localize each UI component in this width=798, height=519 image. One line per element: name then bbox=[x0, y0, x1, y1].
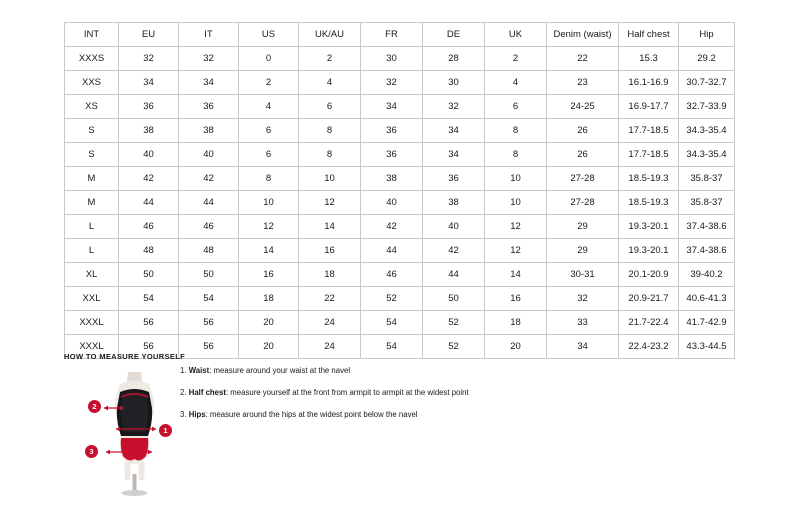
table-row bbox=[65, 239, 735, 263]
cell-de: 30 bbox=[423, 71, 485, 95]
cell-de: 50 bbox=[423, 287, 485, 311]
cell-int: XXXL bbox=[65, 311, 119, 335]
table-row bbox=[65, 167, 735, 191]
cell-fr: 30 bbox=[361, 47, 423, 71]
table-row bbox=[65, 263, 735, 287]
cell-us: 16 bbox=[239, 263, 299, 287]
cell-hip: 34.3-35.4 bbox=[679, 143, 735, 167]
column-header-eu: EU bbox=[119, 23, 179, 47]
cell-uk-au: 8 bbox=[299, 119, 361, 143]
cell-us: 20 bbox=[239, 311, 299, 335]
cell-it: 38 bbox=[179, 119, 239, 143]
cell-it: 44 bbox=[179, 191, 239, 215]
column-header-half-chest: Half chest bbox=[619, 23, 679, 47]
cell-half-chest: 15.3 bbox=[619, 47, 679, 71]
measure-text-waist: : measure around your waist at the navel bbox=[209, 366, 351, 375]
cell-eu: 34 bbox=[119, 71, 179, 95]
cell-fr: 32 bbox=[361, 71, 423, 95]
cell-uk-au: 24 bbox=[299, 311, 361, 335]
cell-half-chest: 19.3-20.1 bbox=[619, 215, 679, 239]
cell-half-chest: 18.5-19.3 bbox=[619, 191, 679, 215]
cell-uk: 14 bbox=[485, 263, 547, 287]
column-header-us: US bbox=[239, 23, 299, 47]
cell-denim-waist: 27-28 bbox=[547, 167, 619, 191]
cell-eu: 54 bbox=[119, 287, 179, 311]
marker-1: 1 bbox=[159, 424, 172, 437]
cell-eu: 40 bbox=[119, 143, 179, 167]
cell-uk-au: 4 bbox=[299, 71, 361, 95]
cell-fr: 54 bbox=[361, 335, 423, 359]
cell-uk: 12 bbox=[485, 239, 547, 263]
measure-instruction-waist bbox=[180, 366, 600, 376]
cell-uk: 10 bbox=[485, 167, 547, 191]
cell-denim-waist: 26 bbox=[547, 143, 619, 167]
table-header bbox=[65, 23, 735, 47]
cell-uk: 18 bbox=[485, 311, 547, 335]
cell-denim-waist: 29 bbox=[547, 239, 619, 263]
cell-it: 46 bbox=[179, 215, 239, 239]
cell-us: 8 bbox=[239, 167, 299, 191]
cell-uk: 4 bbox=[485, 71, 547, 95]
cell-eu: 38 bbox=[119, 119, 179, 143]
cell-denim-waist: 26 bbox=[547, 119, 619, 143]
cell-int: L bbox=[65, 239, 119, 263]
cell-us: 6 bbox=[239, 119, 299, 143]
cell-de: 40 bbox=[423, 215, 485, 239]
cell-eu: 32 bbox=[119, 47, 179, 71]
cell-uk: 6 bbox=[485, 95, 547, 119]
cell-uk: 8 bbox=[485, 119, 547, 143]
cell-de: 34 bbox=[423, 143, 485, 167]
cell-int: S bbox=[65, 143, 119, 167]
measure-instructions bbox=[180, 366, 600, 432]
cell-int: M bbox=[65, 191, 119, 215]
cell-fr: 40 bbox=[361, 191, 423, 215]
cell-int: XS bbox=[65, 95, 119, 119]
cell-us: 4 bbox=[239, 95, 299, 119]
measure-term-waist: Waist bbox=[188, 366, 210, 375]
cell-us: 18 bbox=[239, 287, 299, 311]
column-header-uk-au: UK/AU bbox=[299, 23, 361, 47]
cell-hip: 40.6-41.3 bbox=[679, 287, 735, 311]
column-header-it: IT bbox=[179, 23, 239, 47]
cell-it: 34 bbox=[179, 71, 239, 95]
cell-denim-waist: 22 bbox=[547, 47, 619, 71]
table-row bbox=[65, 143, 735, 167]
cell-eu: 46 bbox=[119, 215, 179, 239]
measure-instruction-half-chest bbox=[180, 388, 600, 398]
cell-eu: 56 bbox=[119, 311, 179, 335]
cell-uk-au: 14 bbox=[299, 215, 361, 239]
cell-fr: 44 bbox=[361, 239, 423, 263]
cell-uk-au: 12 bbox=[299, 191, 361, 215]
cell-eu: 42 bbox=[119, 167, 179, 191]
cell-de: 44 bbox=[423, 263, 485, 287]
cell-uk-au: 24 bbox=[299, 335, 361, 359]
table-row bbox=[65, 71, 735, 95]
column-header-fr: FR bbox=[361, 23, 423, 47]
cell-us: 20 bbox=[239, 335, 299, 359]
measure-term-half-chest: Half chest bbox=[188, 388, 226, 398]
cell-half-chest: 16.1-16.9 bbox=[619, 71, 679, 95]
cell-fr: 34 bbox=[361, 95, 423, 119]
cell-it: 32 bbox=[179, 47, 239, 71]
cell-de: 34 bbox=[423, 119, 485, 143]
cell-de: 42 bbox=[423, 239, 485, 263]
measure-index-2: 2. bbox=[180, 388, 187, 398]
column-header-hip: Hip bbox=[679, 23, 735, 47]
cell-uk-au: 22 bbox=[299, 287, 361, 311]
cell-hip: 43.3-44.5 bbox=[679, 335, 735, 359]
cell-it: 56 bbox=[179, 335, 239, 359]
cell-half-chest: 17.7-18.5 bbox=[619, 143, 679, 167]
column-header-int: INT bbox=[65, 23, 119, 47]
cell-fr: 36 bbox=[361, 119, 423, 143]
cell-int: XXL bbox=[65, 287, 119, 311]
cell-denim-waist: 29 bbox=[547, 215, 619, 239]
cell-eu: 56 bbox=[119, 335, 179, 359]
cell-de: 32 bbox=[423, 95, 485, 119]
cell-uk-au: 8 bbox=[299, 143, 361, 167]
table-row bbox=[65, 95, 735, 119]
cell-half-chest: 20.1-20.9 bbox=[619, 263, 679, 287]
cell-fr: 36 bbox=[361, 143, 423, 167]
cell-int: XXXL bbox=[65, 335, 119, 359]
cell-hip: 37.4-38.6 bbox=[679, 215, 735, 239]
cell-hip: 35.8-37 bbox=[679, 191, 735, 215]
cell-eu: 50 bbox=[119, 263, 179, 287]
cell-fr: 46 bbox=[361, 263, 423, 287]
cell-de: 38 bbox=[423, 191, 485, 215]
cell-fr: 38 bbox=[361, 167, 423, 191]
cell-eu: 44 bbox=[119, 191, 179, 215]
cell-it: 54 bbox=[179, 287, 239, 311]
cell-uk-au: 16 bbox=[299, 239, 361, 263]
cell-denim-waist: 34 bbox=[547, 335, 619, 359]
cell-us: 10 bbox=[239, 191, 299, 215]
table-row bbox=[65, 47, 735, 71]
cell-de: 52 bbox=[423, 335, 485, 359]
cell-uk: 20 bbox=[485, 335, 547, 359]
cell-int: XXXS bbox=[65, 47, 119, 71]
cell-half-chest: 18.5-19.3 bbox=[619, 167, 679, 191]
cell-hip: 39-40.2 bbox=[679, 263, 735, 287]
half-chest-measure-arrow-icon bbox=[104, 406, 124, 411]
cell-denim-waist: 24-25 bbox=[547, 95, 619, 119]
cell-it: 48 bbox=[179, 239, 239, 263]
cell-hip: 35.8-37 bbox=[679, 167, 735, 191]
cell-denim-waist: 23 bbox=[547, 71, 619, 95]
cell-denim-waist: 30-31 bbox=[547, 263, 619, 287]
cell-de: 28 bbox=[423, 47, 485, 71]
cell-hip: 34.3-35.4 bbox=[679, 119, 735, 143]
cell-hip: 30.7-32.7 bbox=[679, 71, 735, 95]
column-header-uk: UK bbox=[485, 23, 547, 47]
cell-de: 36 bbox=[423, 167, 485, 191]
marker-3: 3 bbox=[85, 445, 98, 458]
cell-uk: 12 bbox=[485, 215, 547, 239]
column-header-denim-waist: Denim (waist) bbox=[547, 23, 619, 47]
cell-int: S bbox=[65, 119, 119, 143]
table-row bbox=[65, 119, 735, 143]
measure-text-hips: : measure around the hips at the widest point below the navel bbox=[205, 410, 418, 420]
cell-hip: 37.4-38.6 bbox=[679, 239, 735, 263]
cell-it: 36 bbox=[179, 95, 239, 119]
cell-int: XXS bbox=[65, 71, 119, 95]
column-header-de: DE bbox=[423, 23, 485, 47]
cell-half-chest: 22.4-23.2 bbox=[619, 335, 679, 359]
how-to-measure-title: HOW TO MEASURE YOURSELF bbox=[64, 352, 186, 361]
cell-int: M bbox=[65, 167, 119, 191]
table-row bbox=[65, 215, 735, 239]
cell-us: 12 bbox=[239, 215, 299, 239]
cell-uk-au: 10 bbox=[299, 167, 361, 191]
cell-us: 14 bbox=[239, 239, 299, 263]
cell-denim-waist: 32 bbox=[547, 287, 619, 311]
cell-de: 52 bbox=[423, 311, 485, 335]
cell-uk: 2 bbox=[485, 47, 547, 71]
table-row bbox=[65, 311, 735, 335]
cell-half-chest: 17.7-18.5 bbox=[619, 119, 679, 143]
table-row bbox=[65, 191, 735, 215]
cell-int: L bbox=[65, 215, 119, 239]
cell-int: XL bbox=[65, 263, 119, 287]
cell-it: 42 bbox=[179, 167, 239, 191]
measure-instruction-hips bbox=[180, 410, 600, 420]
cell-uk-au: 18 bbox=[299, 263, 361, 287]
cell-half-chest: 19.3-20.1 bbox=[619, 239, 679, 263]
cell-hip: 29.2 bbox=[679, 47, 735, 71]
cell-eu: 36 bbox=[119, 95, 179, 119]
cell-fr: 52 bbox=[361, 287, 423, 311]
cell-half-chest: 21.7-22.4 bbox=[619, 311, 679, 335]
table-header-row bbox=[65, 23, 735, 47]
cell-eu: 48 bbox=[119, 239, 179, 263]
measure-index-3: 3. bbox=[180, 410, 187, 420]
cell-it: 40 bbox=[179, 143, 239, 167]
marker-2: 2 bbox=[88, 400, 101, 413]
measure-term-hips: Hips bbox=[188, 410, 206, 420]
cell-half-chest: 16.9-17.7 bbox=[619, 95, 679, 119]
cell-hip: 32.7-33.9 bbox=[679, 95, 735, 119]
cell-uk-au: 2 bbox=[299, 47, 361, 71]
table-row bbox=[65, 287, 735, 311]
measure-index-1: 1. bbox=[180, 366, 187, 375]
cell-us: 6 bbox=[239, 143, 299, 167]
table-body bbox=[65, 47, 735, 359]
mannequin-illustration bbox=[90, 366, 180, 496]
cell-us: 0 bbox=[239, 47, 299, 71]
measure-text-half-chest: : measure yourself at the front from armpit to armpit at the widest point bbox=[225, 388, 469, 398]
cell-us: 2 bbox=[239, 71, 299, 95]
cell-it: 56 bbox=[179, 311, 239, 335]
cell-denim-waist: 33 bbox=[547, 311, 619, 335]
cell-it: 50 bbox=[179, 263, 239, 287]
cell-uk: 16 bbox=[485, 287, 547, 311]
cell-hip: 41.7-42.9 bbox=[679, 311, 735, 335]
cell-uk: 10 bbox=[485, 191, 547, 215]
cell-denim-waist: 27-28 bbox=[547, 191, 619, 215]
cell-fr: 54 bbox=[361, 311, 423, 335]
cell-uk: 8 bbox=[485, 143, 547, 167]
size-conversion-table bbox=[64, 22, 735, 359]
cell-uk-au: 6 bbox=[299, 95, 361, 119]
cell-fr: 42 bbox=[361, 215, 423, 239]
size-table-container bbox=[64, 22, 734, 359]
cell-half-chest: 20.9-21.7 bbox=[619, 287, 679, 311]
